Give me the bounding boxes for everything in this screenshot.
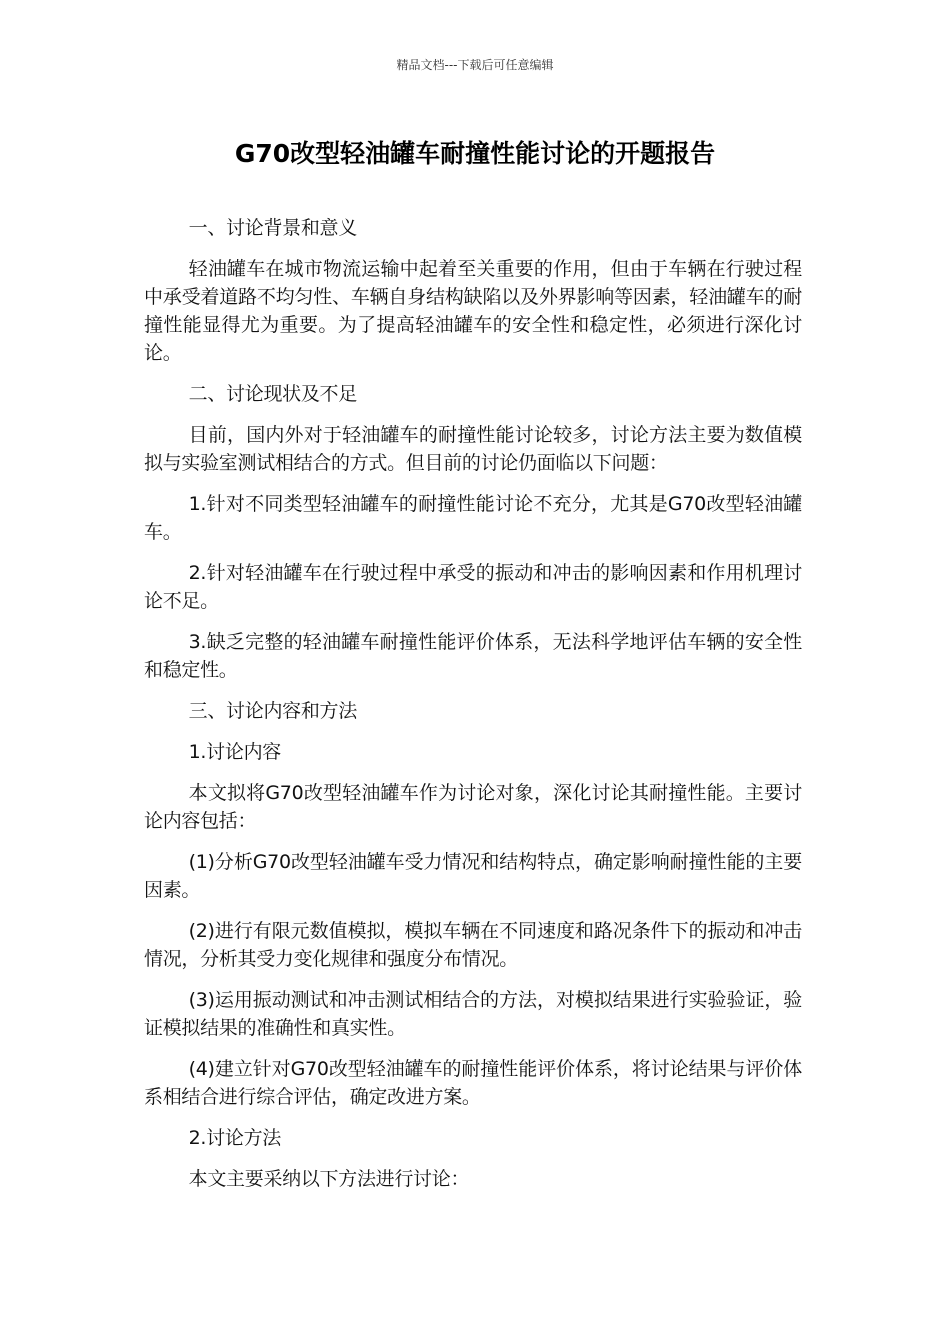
list-item-problem-1: 1.针对不同类型轻油罐车的耐撞性能讨论不充分，尤其是G70改型轻油罐车。 bbox=[144, 493, 802, 543]
paragraph-background: 轻油罐车在城市物流运输中起着至关重要的作用，但由于车辆在行驶过程中承受着道路不均匀性、车辆自身结构缺陷以及外界影响等因素，轻油罐车的耐撞性能显得尤为重要。为了提高轻油罐车的安全性和稳定性，必须进行深化讨论。 bbox=[144, 258, 802, 364]
paragraph-content-intro: 本文拟将G70改型轻油罐车作为讨论对象，深化讨论其耐撞性能。主要讨论内容包括： bbox=[144, 782, 802, 832]
document-title: G70改型轻油罐车耐撞性能讨论的开题报告 bbox=[234, 139, 716, 168]
subheading-method: 2.讨论方法 bbox=[188, 1127, 281, 1149]
paragraph-status: 目前，国内外对于轻油罐车的耐撞性能讨论较多，讨论方法主要为数值模拟与实验室测试相结合的方式。但目前的讨论仍面临以下问题： bbox=[144, 424, 802, 474]
document-body bbox=[144, 214, 802, 1206]
section-heading-background: 一、讨论背景和意义 bbox=[188, 217, 357, 239]
list-item-content-1: (1)分析G70改型轻油罐车受力情况和结构特点，确定影响耐撞性能的主要因素。 bbox=[144, 851, 802, 901]
list-item-content-4: (4)建立针对G70改型轻油罐车的耐撞性能评价体系，将讨论结果与评价体系相结合进行综合评估，确定改进方案。 bbox=[144, 1058, 802, 1108]
list-item-problem-2: 2.针对轻油罐车在行驶过程中承受的振动和冲击的影响因素和作用机理讨论不足。 bbox=[144, 562, 802, 612]
section-heading-status: 二、讨论现状及不足 bbox=[188, 383, 357, 405]
section-heading-content-method: 三、讨论内容和方法 bbox=[188, 700, 357, 722]
list-item-content-3: (3)运用振动测试和冲击测试相结合的方法，对模拟结果进行实验验证，验证模拟结果的准确性和真实性。 bbox=[144, 989, 802, 1039]
subheading-content: 1.讨论内容 bbox=[188, 741, 281, 763]
list-item-content-2: (2)进行有限元数值模拟，模拟车辆在不同速度和路况条件下的振动和冲击情况，分析其受力变化规律和强度分布情况。 bbox=[144, 920, 802, 970]
page-header-note: 精品文档---下载后可任意编辑 bbox=[396, 58, 554, 72]
paragraph-method-intro: 本文主要采纳以下方法进行讨论： bbox=[188, 1168, 470, 1190]
list-item-problem-3: 3.缺乏完整的轻油罐车耐撞性能评价体系，无法科学地评估车辆的安全性和稳定性。 bbox=[144, 631, 802, 681]
